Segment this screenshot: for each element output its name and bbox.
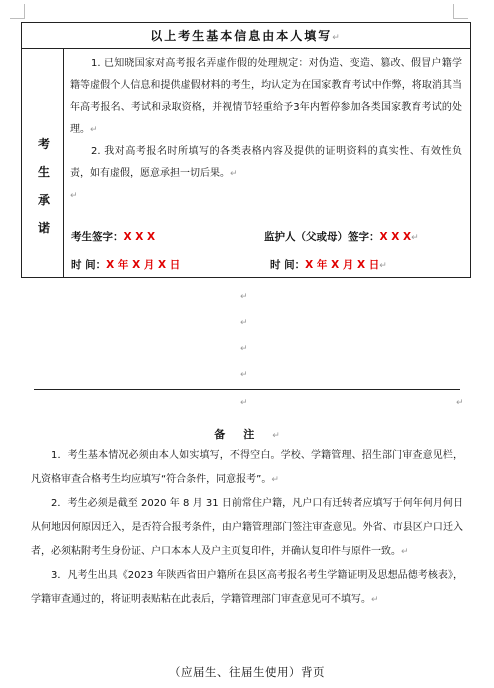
pledge-content: 1. 已知晓国家对高考报名弄虚作假的处理规定：对伪造、变造、篡改、假冒户籍学籍等虚假个人信息和提供虚假材料的考生，均认定为在国家教育考试中作弊，将取消其当年高考报名、考试和录取资格，并视情节轻重给予3年内暂停参加各类国家教育考试的处理。↵ 2. 我对高考报名时所填写的各类表格内容及提供的证明资料的真实性、有效性负责，如有虚假，愿意承担一切后果。↵ ↵ [64,49,470,277]
pledge-table [21,22,471,278]
note-item: 1．考生基本情况必须由本人如实填写，不得空白。学校、学籍管理、招生部门审查意见栏，凡资格审查合格考生均应填写“符合条件，同意报考”。↵ [31,450,463,485]
note-item: 3．凡考生出具《2023 年陕西省田户籍所在县区高考报名考生学籍证明及思想品德考核表》，学籍审查通过的，将证明表贴粘在此表后，学籍管理部门审查意见可不填写。↵ [31,570,463,605]
paragraph-mark: ↵ [456,398,464,408]
notes-list [31,444,463,612]
table-title: 以上考生基本信息由本人填写↵ [22,23,470,49]
student-date: 时 间：X 年 X 月 X 日 [71,259,181,271]
label-char: 生 [38,165,51,179]
corner-mark-left [10,4,25,19]
section-divider [34,389,460,390]
label-char: 承 [38,193,51,207]
corner-mark-right [453,4,468,19]
label-char: 诺 [38,221,51,235]
student-date-value: X 年 X 月 X 日 [106,259,181,271]
paragraph-mark: ↵ [240,292,248,302]
guardian-signature-value: X X X [379,231,412,243]
page-footer: （应届生、往届生使用）背页 [169,665,325,679]
paragraph-mark: ↵ [240,344,248,354]
guardian-signature: 监护人（父或母）签字：X X X↵ [264,231,419,243]
paragraph-mark: ↵ [240,398,248,408]
pledge-label-column [22,49,64,277]
paragraph-mark: ↵ [240,318,248,328]
pledge-paragraph-2: 2. 我对高考报名时所填写的各类表格内容及提供的证明资料的真实性、有效性负责，如有虚假，愿意承担一切后果。↵ [70,146,462,179]
label-char: 考 [38,137,51,151]
paragraph-mark: ↵ [240,370,248,380]
guardian-date: 时 间：X 年 X 月 X 日↵ [270,259,387,271]
notes-title: 备注↵ [214,428,280,441]
note-item: 2．考生必须是截至 2020 年 8 月 31 日前常住户籍，凡户口有迁转者应填写于何年何月何日从何地因何原因迁入，是否符合报考条件，由户籍管理部门签注审查意见。外省、市县区户口迁入者，必须粘附考生身份证、户口本本人及户主页复印件，并确认复印件与原件一致。↵ [31,498,463,557]
student-signature-value: X X X [123,231,156,243]
guardian-date-value: X 年 X 月 X 日 [305,259,380,271]
student-signature: 考生签字：X X X [71,231,156,243]
pledge-paragraph-1: 1. 已知晓国家对高考报名弄虚作假的处理规定：对伪造、变造、篡改、假冒户籍学籍等虚假个人信息和提供虚假材料的考生，均认定为在国家教育考试中作弊，将取消其当年高考报名、考试和录取资格，并视情节轻重给予3年内暂停参加各类国家教育考试的处理。↵ [70,58,462,135]
